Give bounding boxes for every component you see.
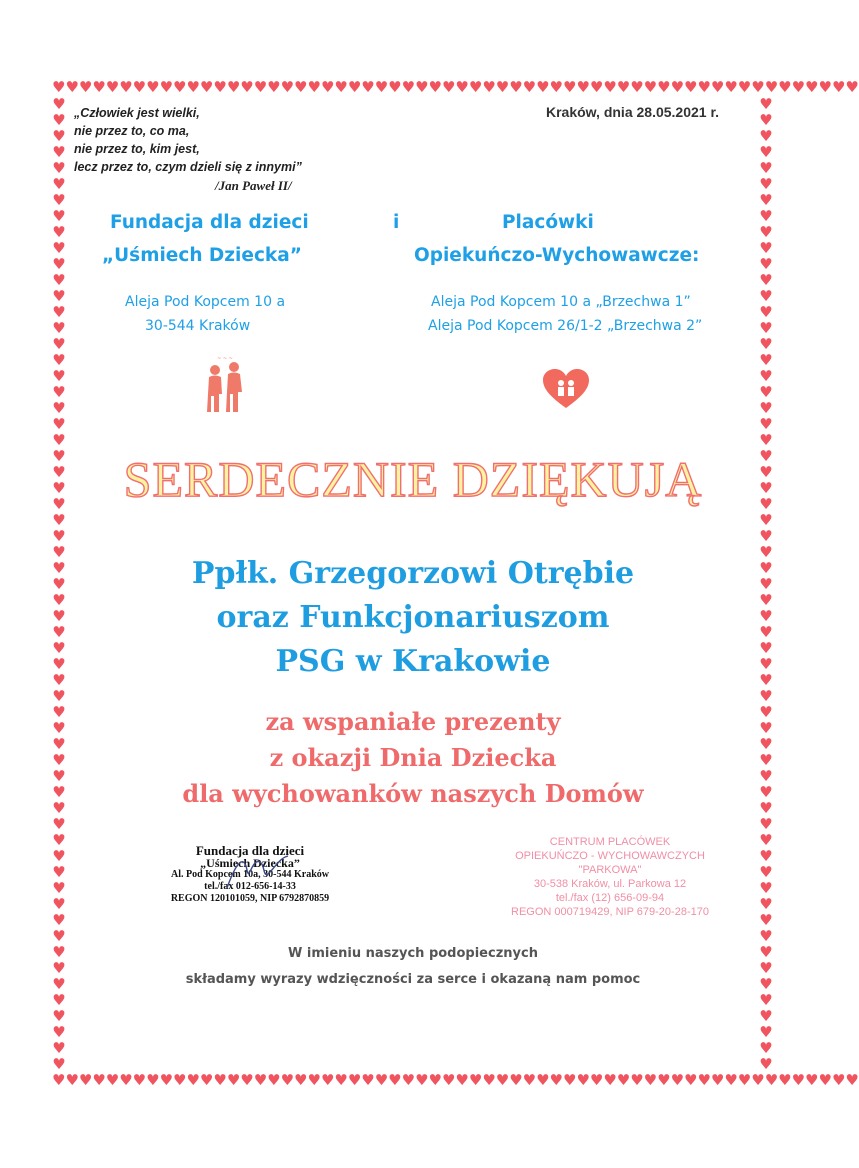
bottom-heart-border: ♥♥♥♥♥♥♥♥♥♥♥♥♥♥♥♥♥♥♥♥♥♥♥♥♥♥♥♥♥♥♥♥♥♥♥♥♥♥♥♥♥♥♥♥♥♥♥♥♥♥♥♥♥♥♥♥♥♥♥♥ (52, 1071, 859, 1089)
stamp-line: Al. Pod Kopcem 10a, 30-544 Kraków (170, 869, 330, 880)
right-heart-border: ♥♥♥♥♥♥♥♥♥♥♥♥♥♥♥♥♥♥♥♥♥♥♥♥♥♥♥♥♥♥♥♥♥♥♥♥♥♥♥♥♥♥♥♥♥♥♥♥♥♥♥♥♥♥♥♥♥♥♥♥♥ (759, 95, 773, 1073)
children-silhouette-icon (200, 352, 250, 418)
stamp-line: CENTRUM PLACÓWEK (549, 836, 671, 848)
foundation-address-street: Aleja Pod Kopcem 10 a (125, 294, 286, 310)
stamp-line: OPIEKUŃCZO - WYCHOWAWCZYCH (515, 850, 705, 862)
foundation-name-line2: „Uśmiech Dziecka” (102, 245, 302, 266)
quote (74, 104, 302, 176)
left-heart-border: ♥♥♥♥♥♥♥♥♥♥♥♥♥♥♥♥♥♥♥♥♥♥♥♥♥♥♥♥♥♥♥♥♥♥♥♥♥♥♥♥♥♥♥♥♥♥♥♥♥♥♥♥♥♥♥♥♥♥♥♥♥ (52, 95, 66, 1073)
institutions-name-line1: Placówki (502, 212, 594, 233)
header-connector: i (393, 212, 400, 233)
quote-line: „Człowiek jest wielki, (74, 106, 200, 120)
stamp-line: Fundacja dla dzieci (195, 843, 305, 858)
stamp-line: REGON 120101059, NIP 6792870859 (170, 893, 330, 904)
footer-line: W imieniu naszych podopiecznych (288, 946, 538, 961)
institution-address-2: Aleja Pod Kopcem 26/1-2 „Brzechwa 2” (428, 318, 703, 334)
institutions-name-line2: Opiekuńczo-Wychowawcze: (414, 245, 700, 266)
top-heart-border: ♥♥♥♥♥♥♥♥♥♥♥♥♥♥♥♥♥♥♥♥♥♥♥♥♥♥♥♥♥♥♥♥♥♥♥♥♥♥♥♥♥♥♥♥♥♥♥♥♥♥♥♥♥♥♥♥♥♥♥♥ (52, 78, 859, 96)
quote-line: lecz przez to, czym dzieli się z innymi” (74, 160, 302, 174)
recipient-line: Ppłk. Grzegorzowi Otrębie (191, 556, 635, 591)
reason-line: za wspaniałe prezenty (265, 707, 561, 736)
svg-text:~ ~ ~: ~ ~ ~ (217, 356, 233, 362)
document-date: Kraków, dnia 28.05.2021 r. (546, 104, 720, 120)
stamp-line: 30-538 Kraków, ul. Parkowa 12 (533, 878, 687, 890)
stamp-line: REGON 000719429, NIP 679-20-28-170 (511, 906, 709, 918)
footer-line: składamy wyrazy wdzięczności za serce i okazaną nam pomoc (185, 972, 641, 987)
recipient-line: PSG w Krakowie (275, 644, 551, 679)
stamp-line: tel./fax 012-656-14-33 (204, 881, 296, 892)
heart-logo-icon (541, 368, 591, 410)
quote-line: nie przez to, kim jest, (74, 142, 200, 156)
quote-author: /Jan Paweł II/ (215, 178, 292, 193)
signature-icon (222, 850, 292, 895)
stamp-line: „Uśmiech Dziecka” (200, 856, 300, 870)
institution-address-1: Aleja Pod Kopcem 10 a „Brzechwa 1” (431, 294, 691, 310)
foundation-name-line1: Fundacja dla dzieci (110, 212, 309, 233)
reason-line: z okazji Dnia Dziecka (269, 743, 557, 772)
centre-stamp (490, 835, 730, 919)
reason-line: dla wychowanków naszych Domów (182, 779, 644, 808)
stamp-line: tel./fax (12) 656-09-94 (555, 892, 665, 904)
recipient-line: oraz Funkcjonariuszom (216, 600, 610, 635)
foundation-address-city: 30-544 Kraków (145, 318, 251, 334)
thanks-title: SERDECZNIE DZIĘKUJĄ (123, 451, 703, 507)
quote-line: nie przez to, co ma, (74, 124, 190, 138)
stamp-line: "PARKOWA" (578, 864, 642, 876)
